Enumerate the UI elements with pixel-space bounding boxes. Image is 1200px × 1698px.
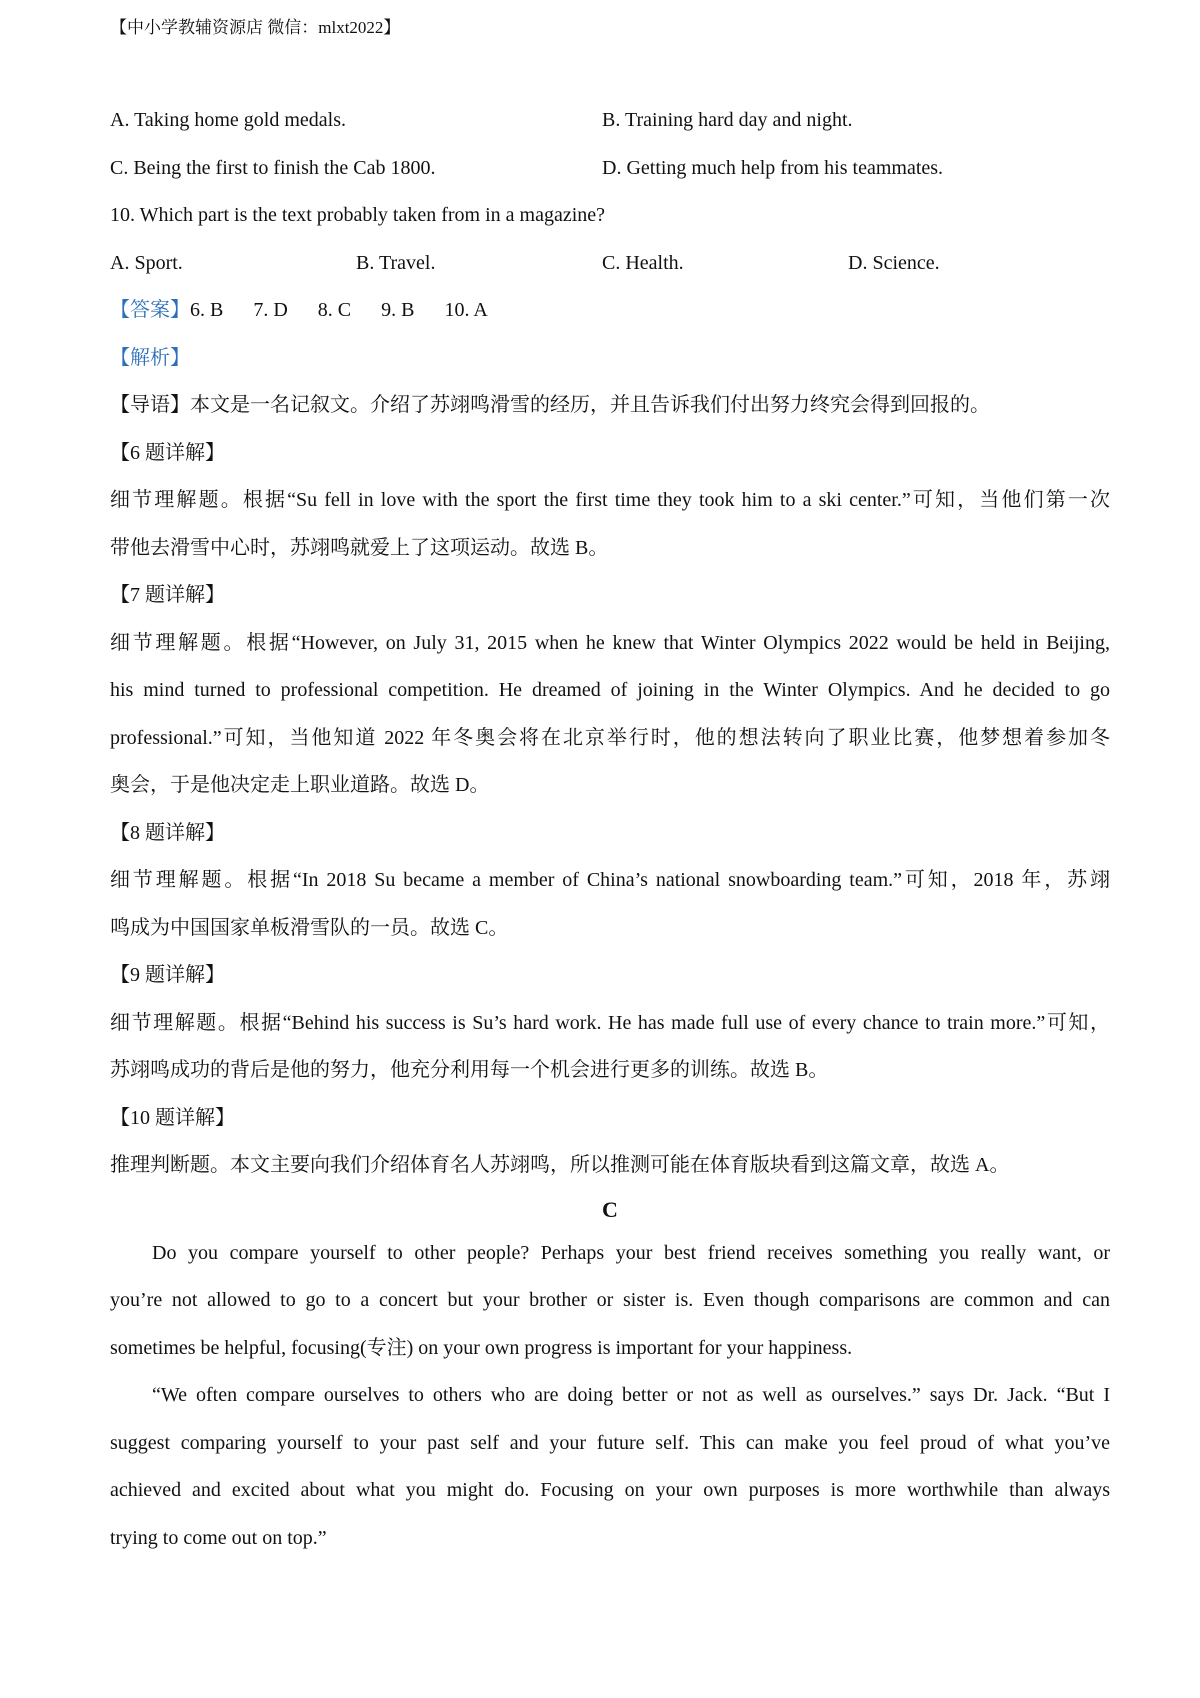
explanation-line: professional.”可知，当他知道 2022 年冬奥会将在北京举行时，他的想法转向了职业比赛，他梦想着参加冬 [110, 726, 1110, 749]
section-letter: C [602, 1196, 618, 1222]
q9-option-d: D. Getting much help from his teammates. [602, 156, 944, 179]
explanation-line: 推理判断题。本文主要向我们介绍体育名人苏翊鸣，所以推测可能在体育版块看到这篇文章，故选 A。 [110, 1154, 1010, 1176]
explanation-line: his mind turned to professional competition. He dreamed of joining in the Winter Olympics. And he decided to go [110, 679, 1110, 701]
analysis-label: 【解析】 [110, 346, 190, 369]
passage-line: you’re not allowed to go to a concert but your brother or sister is. Even though comparisons are common and can [110, 1289, 1110, 1311]
passage-line: suggest comparing yourself to your past self and your future self. This can make you feel proud of what you’ve [110, 1431, 1110, 1454]
passage-line: sometimes be helpful, focusing(专注) on your own progress is important for your happiness. [110, 1336, 853, 1359]
explanation-line: 苏翊鸣成功的背后是他的努力，他充分利用每一个机会进行更多的训练。故选 B。 [110, 1059, 829, 1081]
explanation-line: 细节理解题。根据“Behind his success is Su’s hard work. He has made full use of every chance to train more.”可知， [110, 1011, 1110, 1034]
header-note: 【中小学教辅资源店 微信：mlxt2022】 [110, 18, 401, 37]
passage-line: achieved and excited about what you might do. Focusing on your own purposes is more worthwhile than always [110, 1479, 1110, 1501]
answer-item: 8. C [317, 299, 352, 321]
q10-option-c: C. Health. [602, 251, 684, 274]
q10-option-d: D. Science. [848, 251, 940, 274]
passage-line: Do you compare yourself to other people? Perhaps your best friend receives something you really want, or [152, 1241, 1110, 1264]
answer-item: 6. B [190, 299, 224, 321]
answer-line [110, 287, 1110, 335]
explanation-title-9: 【9 题详解】 [110, 964, 225, 986]
answer-item: 10. A [444, 299, 488, 321]
explanation-line: 细节理解题。根据“However, on July 31, 2015 when he knew that Winter Olympics 2022 would be held in Beijing, [110, 631, 1110, 654]
content [110, 97, 1110, 1562]
q9-option-b: B. Training hard day and night. [602, 109, 853, 131]
explanation-line: 奥会，于是他决定走上职业道路。故选 D。 [110, 774, 490, 796]
q10-options-row [110, 240, 1110, 288]
explanation-line: 细节理解题。根据“In 2018 Su became a member of China’s national snowboarding team.”可知，2018 年，苏翊 [110, 869, 1110, 891]
explanation-title-8: 【8 题详解】 [110, 821, 225, 844]
explanation-title-10: 【10 题详解】 [110, 1106, 235, 1129]
explanation-title-6: 【6 题详解】 [110, 441, 225, 464]
answer-item: 7. D [253, 299, 288, 321]
q10-option-a: A. Sport. [110, 251, 183, 274]
explanation-title-7: 【7 题详解】 [110, 584, 225, 606]
q10-option-b: B. Travel. [356, 251, 436, 274]
explanation-line: 细节理解题。根据“Su fell in love with the sport the first time they took him to a ski center.”可知，当他们第一次 [110, 489, 1110, 511]
q9-option-c: C. Being the first to finish the Cab 1800. [110, 156, 436, 179]
answer-item: 9. B [381, 299, 415, 321]
explanation-line: 鸣成为中国国家单板滑雪队的一员。故选 C。 [110, 916, 509, 939]
answer-label: 【答案】 [110, 299, 190, 321]
q10-question: 10. Which part is the text probably taken from in a magazine? [110, 204, 606, 226]
intro-text: 【导语】本文是一名记叙文。介绍了苏翊鸣滑雪的经历，并且告诉我们付出努力终究会得到回报的。 [110, 394, 990, 416]
q9-options-row-1 [110, 97, 1110, 145]
passage-line: “We often compare ourselves to others who are doing better or not as well as ourselves.” says Dr. Jack. “But I [152, 1384, 1110, 1406]
explanation-line: 带他去滑雪中心时，苏翊鸣就爱上了这项运动。故选 B。 [110, 536, 609, 559]
passage-line: trying to come out on top.” [110, 1526, 327, 1549]
q9-option-a: A. Taking home gold medals. [110, 109, 346, 131]
q9-options-row-2 [110, 145, 1110, 193]
